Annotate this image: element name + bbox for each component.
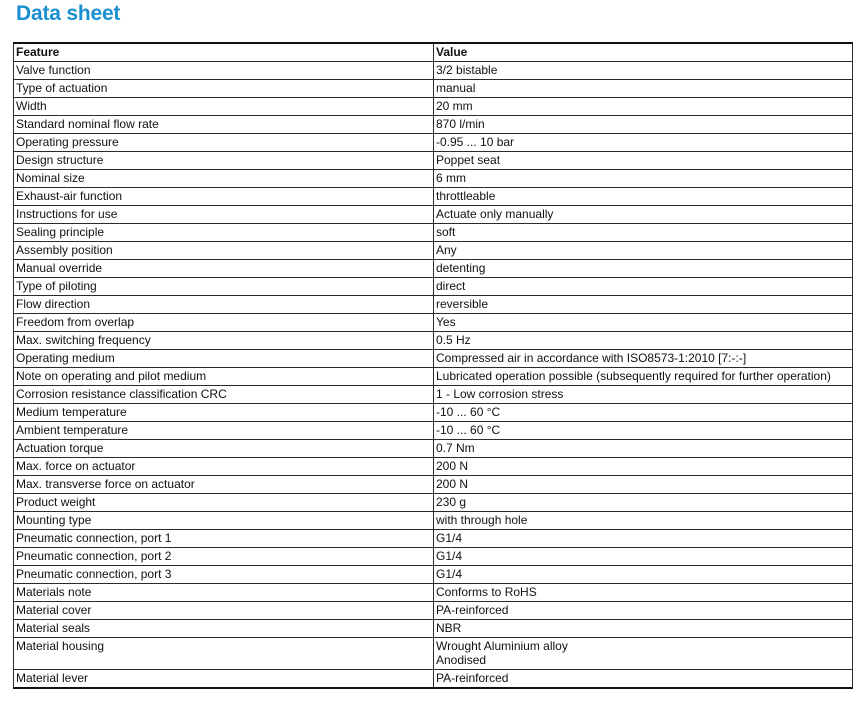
feature-cell: Max. transverse force on actuator [14,476,434,494]
value-line: 200 N [436,477,469,491]
value-line: soft [436,225,456,239]
value-cell [434,494,853,512]
value-line: Yes [436,315,456,329]
value-cell [434,296,853,314]
value-cell [434,206,853,224]
feature-cell: Standard nominal flow rate [14,116,434,134]
value-line: reversible [436,297,489,311]
feature-cell: Operating medium [14,350,434,368]
table-row [14,62,853,80]
table-header-row [14,43,853,62]
value-cell [434,638,853,670]
feature-cell: Max. force on actuator [14,458,434,476]
table-row [14,440,853,458]
table-row [14,584,853,602]
feature-cell: Material lever [14,670,434,689]
value-line: Anodised [436,653,487,667]
table-row [14,368,853,386]
value-cell [434,368,853,386]
value-cell [434,350,853,368]
value-line: -10 ... 60 °C [436,423,501,437]
feature-cell: Pneumatic connection, port 1 [14,530,434,548]
value-line: NBR [436,621,462,635]
value-line: G1/4 [436,549,463,563]
value-line: throttleable [436,189,496,203]
feature-cell: Mounting type [14,512,434,530]
value-cell [434,440,853,458]
feature-cell: Medium temperature [14,404,434,422]
feature-cell: Corrosion resistance classification CRC [14,386,434,404]
value-line: G1/4 [436,531,463,545]
value-line: 6 mm [436,171,466,185]
value-cell [434,116,853,134]
value-line: Lubricated operation possible (subsequently required for further operation) [436,369,831,383]
value-cell [434,602,853,620]
table-row [14,386,853,404]
feature-cell: Nominal size [14,170,434,188]
feature-cell: Pneumatic connection, port 2 [14,548,434,566]
feature-cell: Flow direction [14,296,434,314]
value-line: Any [436,243,457,257]
value-line: Actuate only manually [436,207,554,221]
value-line: Conforms to RoHS [436,585,537,599]
value-cell [434,458,853,476]
value-cell [434,386,853,404]
value-cell [434,278,853,296]
value-cell [434,80,853,98]
value-cell [434,152,853,170]
table-body [14,62,853,689]
value-line: -0.95 ... 10 bar [436,135,515,149]
value-cell [434,670,853,689]
table-row [14,134,853,152]
value-line: 3/2 bistable [436,63,498,77]
value-cell [434,62,853,80]
value-cell [434,566,853,584]
value-line: Wrought Aluminium alloy [436,639,568,653]
value-line: 0.5 Hz [436,333,471,347]
feature-cell: Note on operating and pilot medium [14,368,434,386]
feature-cell: Width [14,98,434,116]
value-cell [434,170,853,188]
feature-cell: Assembly position [14,242,434,260]
table-row [14,566,853,584]
value-cell [434,260,853,278]
feature-cell: Material housing [14,638,434,670]
table-row [14,80,853,98]
table-row [14,332,853,350]
value-cell [434,242,853,260]
value-line: 870 l/min [436,117,485,131]
value-cell [434,188,853,206]
value-cell [434,224,853,242]
header-value: Value [434,43,853,62]
feature-cell: Actuation torque [14,440,434,458]
table-row [14,278,853,296]
feature-cell: Materials note [14,584,434,602]
data-sheet-table [13,42,853,689]
feature-cell: Pneumatic connection, port 3 [14,566,434,584]
feature-cell: Material seals [14,620,434,638]
value-cell [434,620,853,638]
value-line: 0.7 Nm [436,441,475,455]
value-cell [434,332,853,350]
table-row [14,512,853,530]
feature-cell: Exhaust-air function [14,188,434,206]
table-row [14,314,853,332]
feature-cell: Design structure [14,152,434,170]
value-cell [434,314,853,332]
table-row [14,296,853,314]
value-cell [434,530,853,548]
value-cell [434,404,853,422]
table-row [14,476,853,494]
table-row [14,404,853,422]
table-row [14,242,853,260]
value-cell [434,476,853,494]
table-row [14,530,853,548]
value-line: -10 ... 60 °C [436,405,501,419]
value-cell [434,98,853,116]
table-row [14,670,853,689]
table-row [14,422,853,440]
table-row [14,116,853,134]
value-line: 230 g [436,495,467,509]
table-row [14,98,853,116]
feature-cell: Freedom from overlap [14,314,434,332]
feature-cell: Valve function [14,62,434,80]
feature-cell: Product weight [14,494,434,512]
value-line: detenting [436,261,486,275]
table-row [14,638,853,670]
table-row [14,170,853,188]
table-row [14,494,853,512]
value-line: manual [436,81,476,95]
feature-cell: Type of piloting [14,278,434,296]
value-line: Compressed air in accordance with ISO8573-1:2010 [7:-:-] [436,351,747,365]
table-row [14,458,853,476]
value-line: direct [436,279,466,293]
table-row [14,602,853,620]
table-row [14,152,853,170]
value-line: PA-reinforced [436,603,509,617]
table-row [14,260,853,278]
value-line: 200 N [436,459,469,473]
feature-cell: Max. switching frequency [14,332,434,350]
header-feature: Feature [14,43,434,62]
table-row [14,548,853,566]
value-cell [434,422,853,440]
page-title: Data sheet [16,2,121,25]
table-row [14,620,853,638]
value-cell [434,584,853,602]
value-cell [434,512,853,530]
table-row [14,188,853,206]
table-row [14,350,853,368]
feature-cell: Instructions for use [14,206,434,224]
value-line: Poppet seat [436,153,501,167]
value-cell [434,134,853,152]
value-line: G1/4 [436,567,463,581]
table-row [14,224,853,242]
value-cell [434,548,853,566]
value-line: with through hole [436,513,528,527]
feature-cell: Ambient temperature [14,422,434,440]
value-line: 1 - Low corrosion stress [436,387,564,401]
value-line: 20 mm [436,99,473,113]
feature-cell: Material cover [14,602,434,620]
feature-cell: Manual override [14,260,434,278]
feature-cell: Operating pressure [14,134,434,152]
table-row [14,206,853,224]
feature-cell: Sealing principle [14,224,434,242]
value-line: PA-reinforced [436,671,509,685]
feature-cell: Type of actuation [14,80,434,98]
